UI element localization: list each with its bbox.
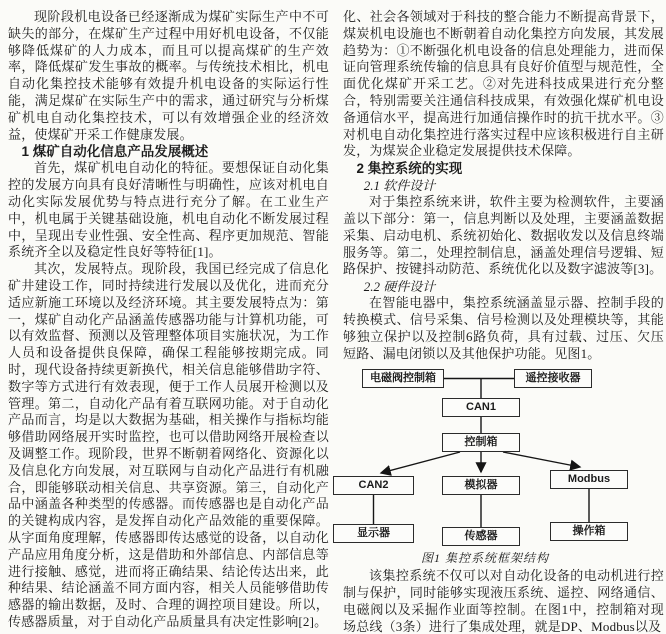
diagram-box-simulator: 模拟器 xyxy=(442,476,520,495)
right-column xyxy=(343,9,664,634)
diagram-box-modbus: Modbus xyxy=(550,470,628,489)
continuation-paragraph: 化、社会各领域对于科技的整合能力不断提高背景下，煤炭机电设施也不断朝着自动化集控方向发展，其发展趋势为：①不断强化机电设备的信息处理能力，进而保证向管理系统传输的信息具有良好价值型与规范性，全面优化煤矿开采工艺。②对先进科技成果进行充分整合，特别需要关注通信科技成果，有效强化煤矿机电设备通信水平，提高进行加通信操作时的抗干扰水平。③对机电自动化集控进行落实过程中应该积极进行自主研发，为煤炭企业稳定发展提供技术保障。 xyxy=(343,9,664,159)
figure-caption: 图1 集控系统框架结构 xyxy=(420,551,549,566)
diagram-box-can1: CAN1 xyxy=(442,398,520,417)
section-2-2-heading: 2.2 硬件设计 xyxy=(363,279,436,295)
hardware-design-paragraph: 在智能电器中，集控系统涵盖显示器、控制手段的转换模式、信号采集、信号检测以及处理模块等，其能够独立保护以及控制6路负荷，具有过载、过压、欠压短路、漏电闭锁以及其他保护功能。见图1。 xyxy=(343,295,664,361)
section-1-paragraph-development: 其次，发展特点。现阶段，我国已经完成了信息化矿井建设工作，同时持续进行发展以及优化，进而充分适应新施工环境以及经济环境。其主要发展特点为：第一，煤矿自动化产品涵盖传感器功能与计算机功能，可以有效监督、预测以及管理整体项目实施状况，为工作人员和设备提供良保障，确保工程能够按期完成。同时，现代设备持续更新换代，相关信息能够借助字符、数字等方式进行有效表现，便于工作人员展开检测以及管理。第二，自动化产品有着互联网功能。对于自动化产品而言，均是以大数据为基础，相关操作与指标均能够借助网络展开实时监控，也可以借助网络开展检查以及调整工作。现阶段，世界不断朝着网络化、资源化以及信息化方向发展，对互联网与自动化产品进行有机融合，即能够联动相关信息、共享资源。第三，自动化产品中涵盖各种类型的传感器。而传感器也是自动化产品的关键构成内容，是发挥自动化产品效能的重要保障。从字面角度理解，传感器即传达感觉的设备，以自动化产品应用角度分析，这是借助和外部信息、内部信息等进行接触、感觉，进而将正确结果、结论传达出来，此种结果、结论涵盖不同方面内容，相关人员能够借助传感器的输出数据，及时、合理的调控项目建设。所以，传感器质量，对于自动化产品质量具有决定性影响[2]。 xyxy=(8,261,329,629)
software-design-paragraph: 对于集控系统来讲，软件主要为检测软件，主要涵盖以下部分：第一，信息判断以及处理，主要涵盖数据采集、启动电机、系统初始化、数据收发以及信息终端服务等。第二，处理控制信息，涵盖处理信号逻辑、短路保护、按键抖动防范、系统优化以及数字滤波等[3]。 xyxy=(343,194,664,277)
diagram-box-remote-receiver: 遥控接收器 xyxy=(514,369,592,388)
diagram-box-display: 显示器 xyxy=(333,524,414,543)
figure-1-diagram xyxy=(329,364,641,566)
diagram-box-operator-box: 操作箱 xyxy=(550,522,628,541)
section-1-paragraph-features: 首先，煤矿机电自动化的特征。要想保证自动化集控的发展方向具有良好清晰性与明确性，应该对机电自动化实际发展优势与特点进行充分了解。在工业生产中，机电属于关键基础设施，机电自动化不断发展过程中，呈现出专业性强、安全性高、程序更加规范、智能系统齐全以及稳定性良好等特征[1]。 xyxy=(8,160,329,260)
section-1-heading: 1 煤矿自动化信息产品发展概述 xyxy=(21,144,209,160)
section-2-1-heading: 2.1 软件设计 xyxy=(363,178,436,194)
left-column xyxy=(8,9,329,628)
section-2-heading: 2 集控系统的实现 xyxy=(356,161,463,177)
diagram-box-can2: CAN2 xyxy=(333,476,414,495)
closing-paragraph: 该集控系统不仅可以对自动化设备的电动机进行控制与保护，同时能够实现液压系统、遥控、网络通信、电磁阀以及采掘作业面等控制。在图1中，控制箱对现场总线（3条）进行了集成处理，就是DP、Modbus以及 xyxy=(343,568,664,634)
diagram-box-solenoid-valve-control: 电磁阀控制箱 xyxy=(362,369,444,388)
intro-paragraph: 现阶段机电设备已经逐渐成为煤矿实际生产中不可缺失的部分，在煤矿生产过程中用好机电设备，不仅能够降低煤矿的人力成本，而且可以提高煤矿的生产效率，降低煤矿发生事故的概率。与传统技术相比，机电自动化集控技术能够有效提升机电设备的实际运行性能，满足煤矿在实际生产中的需求，通过研究与分析煤矿机电自动化集控技术，可以有效增强企业的经济效益，使煤矿开采工作健康发展。 xyxy=(8,9,329,142)
diagram-box-control-box: 控制箱 xyxy=(442,433,520,452)
diagram-box-sensor: 传感器 xyxy=(442,527,520,546)
